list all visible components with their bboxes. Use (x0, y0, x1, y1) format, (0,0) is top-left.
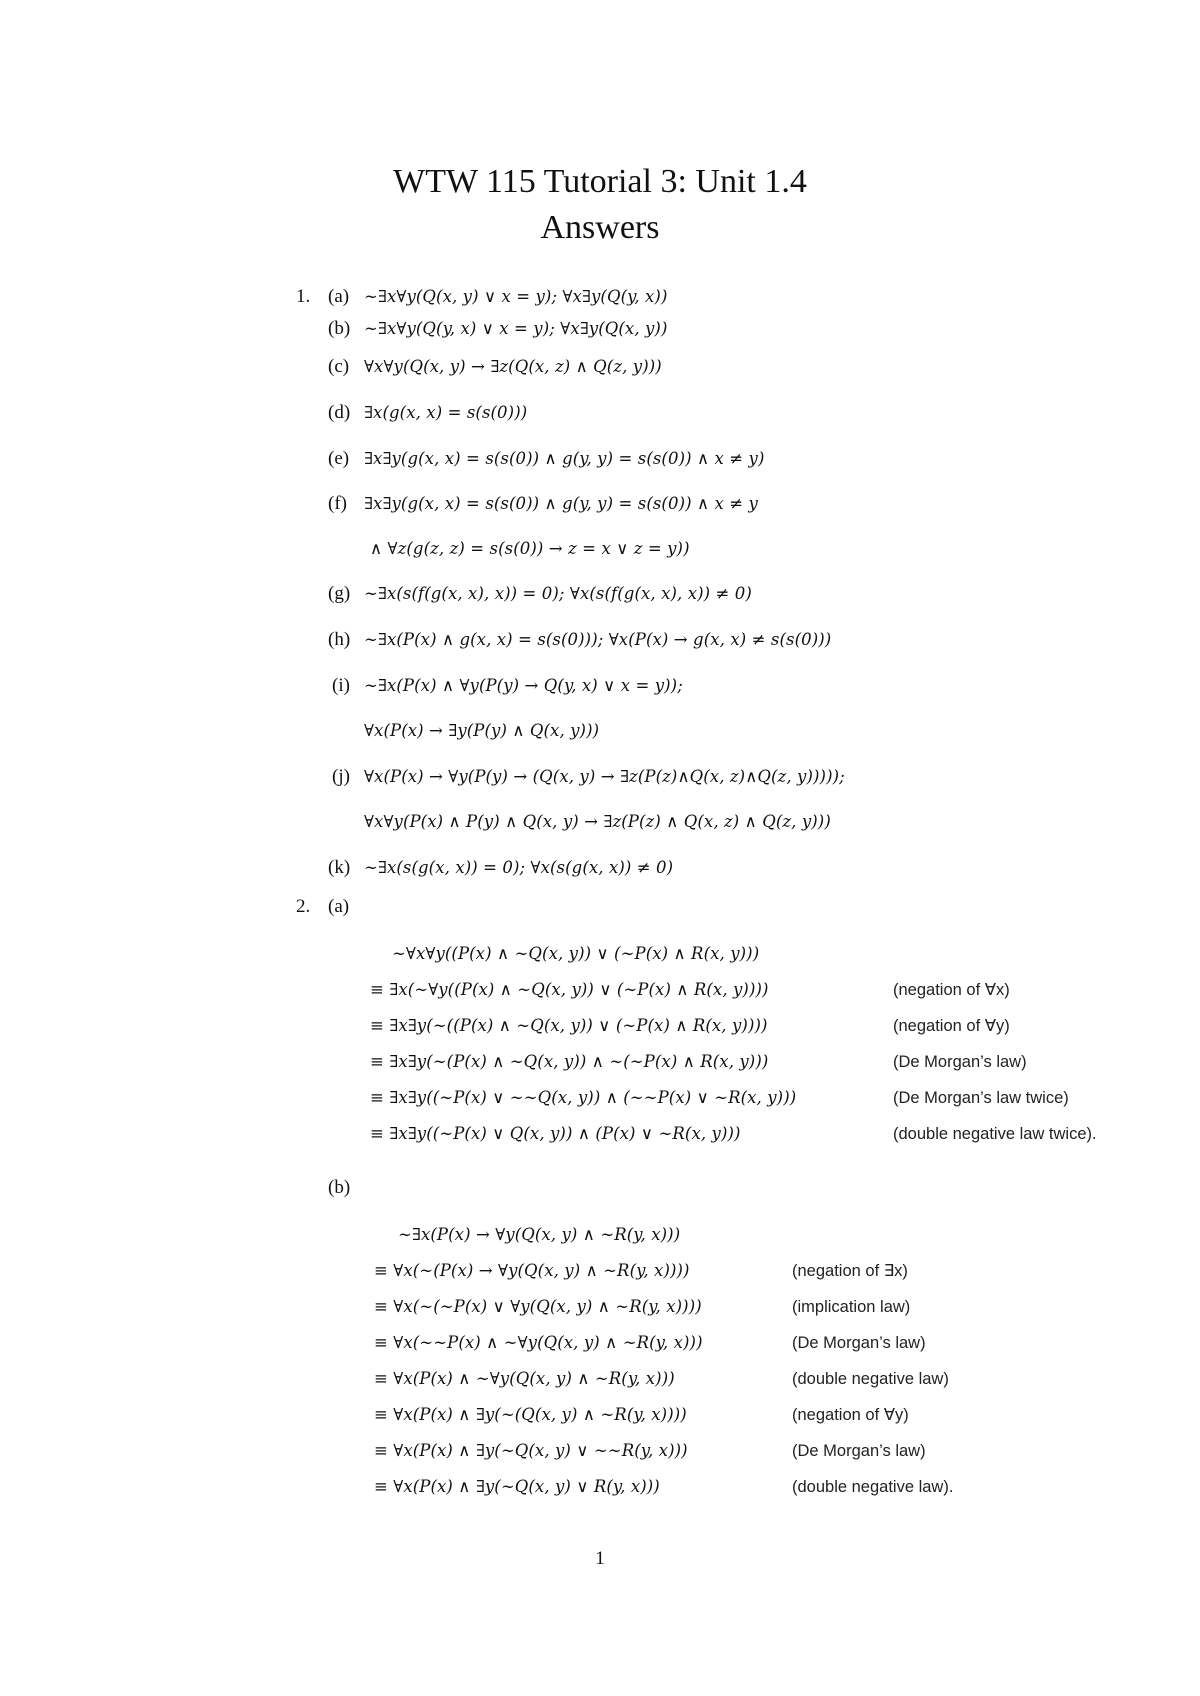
q2b-step: ≡ ∀x(∼∼P(x) ∧ ∼∀y(Q(x, y) ∧ ∼R(y, x))) (374, 1333, 703, 1352)
q2a-step-reason: (negation of ∀y) (893, 1017, 1010, 1035)
document-title: WTW 115 Tutorial 3: Unit 1.4 (393, 163, 807, 200)
q2a-step: ≡ ∃x∃y((∼P(x) ∨ Q(x, y)) ∧ (P(x) ∨ ∼R(x, y))) (370, 1124, 741, 1143)
q2a-step-reason: (De Morgan’s law) (893, 1053, 1027, 1071)
q2b-step: ≡ ∀x(P(x) ∧ ∃y(∼Q(x, y) ∨ ∼∼R(y, x))) (374, 1441, 688, 1460)
q1-part-j-label: (j) (332, 766, 350, 787)
q2a-step: ≡ ∃x(∼∀y((P(x) ∧ ∼Q(x, y)) ∨ (∼P(x) ∧ R(x, y)))) (370, 980, 769, 999)
q1-part-h-expr: ∼∃x(P(x) ∧ g(x, x) = s(s(0))); ∀x(P(x) → g(x, x) ≠ s(s(0))) (364, 630, 832, 649)
question-2-number: 2. (296, 896, 311, 917)
q1-part-j-expr-line1: ∀x(P(x) → ∀y(P(y) → (Q(x, y) → ∃z(P(z)∧Q(x, z)∧Q(z, y))))); (364, 767, 845, 786)
q1-part-j-expr-line2: ∀x∀y(P(x) ∧ P(y) ∧ Q(x, y) → ∃z(P(z) ∧ Q(x, z) ∧ Q(z, y))) (364, 812, 831, 831)
q1-part-d-expr: ∃x(g(x, x) = s(s(0))) (364, 403, 528, 422)
q1-part-f-label: (f) (328, 493, 347, 514)
q1-part-d-label: (d) (328, 402, 351, 423)
question-1-number: 1. (296, 286, 311, 307)
q1-part-b-label: (b) (328, 318, 351, 339)
q2b-step-reason: (implication law) (792, 1298, 911, 1316)
q1-part-c-expr: ∀x∀y(Q(x, y) → ∃z(Q(x, z) ∧ Q(z, y))) (364, 357, 662, 376)
q1-part-e-label: (e) (328, 448, 350, 469)
q2b-step: ∼∃x(P(x) → ∀y(Q(x, y) ∧ ∼R(y, x))) (398, 1225, 681, 1244)
q2a-step: ≡ ∃x∃y((∼P(x) ∨ ∼∼Q(x, y)) ∧ (∼∼P(x) ∨ ∼R(x, y))) (370, 1088, 797, 1107)
q2b-step-reason: (double negative law). (792, 1478, 954, 1496)
q2b-step-reason: (negation of ∃x) (792, 1262, 908, 1280)
page-number: 1 (595, 1548, 605, 1569)
q2b-step-reason: (De Morgan’s law) (792, 1442, 926, 1460)
q2a-step-reason: (double negative law twice). (893, 1125, 1097, 1143)
q1-part-k-label: (k) (328, 857, 351, 878)
q1-part-i-label: (i) (332, 675, 350, 696)
q2b-step: ≡ ∀x(∼(P(x) → ∀y(Q(x, y) ∧ ∼R(y, x)))) (374, 1261, 690, 1280)
q1-part-f-expr-line1: ∃x∃y(g(x, x) = s(s(0)) ∧ g(y, y) = s(s(0)) ∧ x ≠ y (364, 494, 758, 513)
q1-part-g-label: (g) (328, 583, 351, 604)
q2a-step: ∼∀x∀y((P(x) ∧ ∼Q(x, y)) ∨ (∼P(x) ∧ R(x, y))) (392, 944, 760, 963)
q1-part-f-expr-line2: ∧ ∀z(g(z, z) = s(s(0)) → z = x ∨ z = y)) (370, 539, 690, 558)
q1-part-h-label: (h) (328, 629, 351, 650)
q2a-step-reason: (negation of ∀x) (893, 981, 1010, 999)
q1-part-i-expr-line1: ∼∃x(P(x) ∧ ∀y(P(y) → Q(y, x) ∨ x = y)); (364, 676, 683, 695)
q2a-step: ≡ ∃x∃y(∼(P(x) ∧ ∼Q(x, y)) ∧ ∼(∼P(x) ∧ R(x, y))) (370, 1052, 769, 1071)
q1-part-g-expr: ∼∃x(s(f(g(x, x), x)) = 0); ∀x(s(f(g(x, x), x)) ≠ 0) (364, 584, 752, 603)
q1-part-e-expr: ∃x∃y(g(x, x) = s(s(0)) ∧ g(y, y) = s(s(0)) ∧ x ≠ y) (364, 449, 765, 468)
q1-part-b-expr: ∼∃x∀y(Q(y, x) ∨ x = y); ∀x∃y(Q(x, y)) (364, 319, 668, 338)
document-subtitle: Answers (540, 209, 660, 246)
q1-part-a-label: (a) (328, 286, 350, 307)
q2b-step: ≡ ∀x(∼(∼P(x) ∨ ∀y(Q(x, y) ∧ ∼R(y, x)))) (374, 1297, 702, 1316)
q2b-step-reason: (negation of ∀y) (792, 1406, 909, 1424)
q2a-step: ≡ ∃x∃y(∼((P(x) ∧ ∼Q(x, y)) ∨ (∼P(x) ∧ R(x, y)))) (370, 1016, 768, 1035)
q1-part-k-expr: ∼∃x(s(g(x, x)) = 0); ∀x(s(g(x, x)) ≠ 0) (364, 858, 674, 877)
q2b-step: ≡ ∀x(P(x) ∧ ∃y(∼(Q(x, y) ∧ ∼R(y, x)))) (374, 1405, 687, 1424)
q2-part-b-label: (b) (328, 1177, 351, 1198)
q1-part-a-expr: ∼∃x∀y(Q(x, y) ∨ x = y); ∀x∃y(Q(y, x)) (364, 287, 668, 306)
q1-part-i-expr-line2: ∀x(P(x) → ∃y(P(y) ∧ Q(x, y))) (364, 721, 600, 740)
q2b-step-reason: (De Morgan’s law) (792, 1334, 926, 1352)
q2a-step-reason: (De Morgan’s law twice) (893, 1089, 1069, 1107)
q2b-step: ≡ ∀x(P(x) ∧ ∃y(∼Q(x, y) ∨ R(y, x))) (374, 1477, 660, 1496)
q2b-step-reason: (double negative law) (792, 1370, 949, 1388)
q1-part-c-label: (c) (328, 356, 350, 377)
q2b-step: ≡ ∀x(P(x) ∧ ∼∀y(Q(x, y) ∧ ∼R(y, x))) (374, 1369, 675, 1388)
q2-part-a-label: (a) (328, 896, 350, 917)
